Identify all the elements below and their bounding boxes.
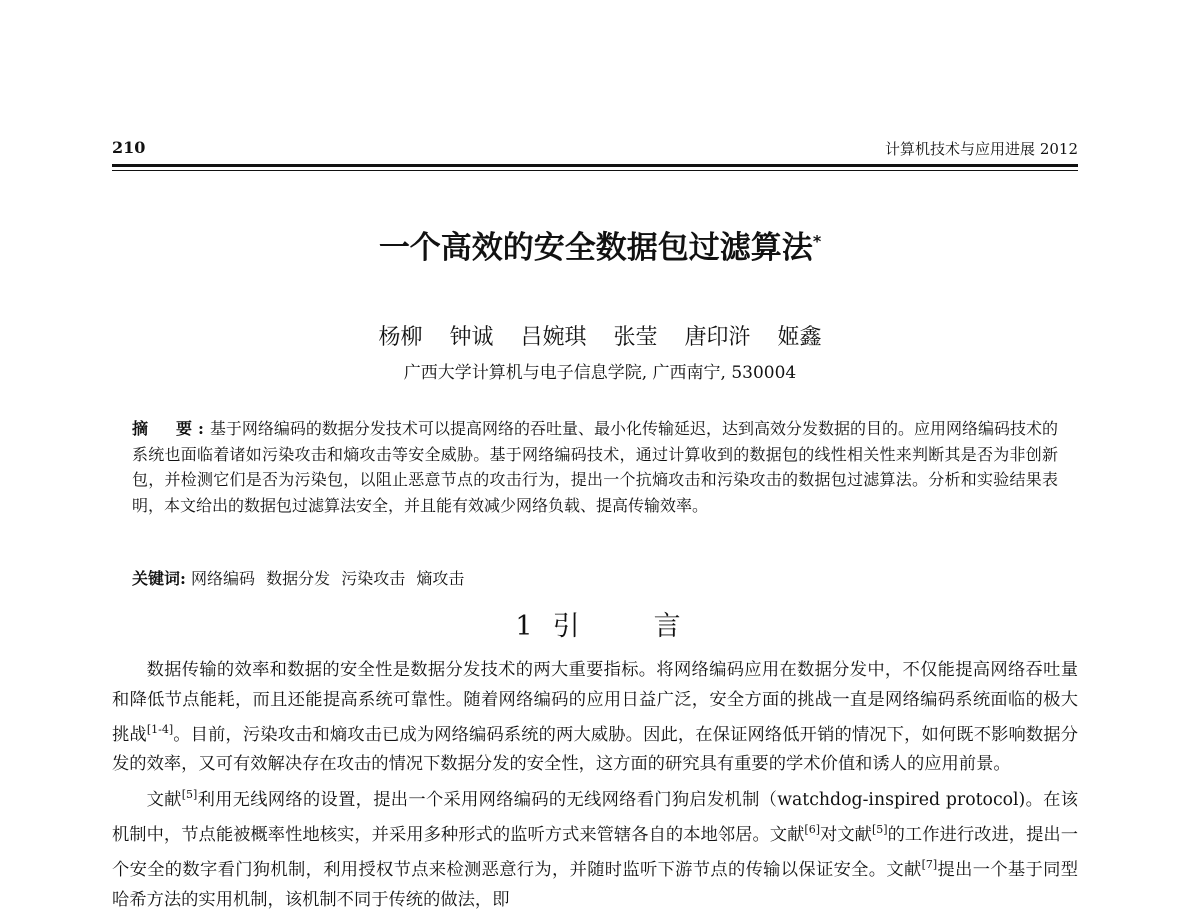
section-number: 1 <box>515 611 537 642</box>
text-run: 提出一个基于同型哈希方法的实用机制，该机制不同于传统的做法，即 <box>112 860 1078 910</box>
citation: [7] <box>921 858 938 872</box>
abstract-text: 基于网络编码的数据分发技术可以提高网络的吞吐量、最小化传输延迟，达到高效分发数据的目的。应用网络编码技术的系统也面临着诸如污染攻击和熵攻击等安全威胁。基于网络编码技术，通过计算收到的数据包的线性相关性来判断其是否为非创新包，并检测它们是否为污染包，以阻止恶意节点的攻击行为，提出一个抗熵攻击和污染攻击的数据包过滤算法。分析和实验结果表明，本文给出的数据包过滤算法安全，并且能有效减少网络负载、提高传输效率。 <box>132 419 1058 515</box>
paragraph <box>112 780 1078 915</box>
author-list <box>0 320 1200 351</box>
running-header <box>112 138 1078 160</box>
text-run: 数据传输的效率和数据的安全性是数据分发技术的两大重要指标。将网络编码应用在数据分发中，不仅能提高网络吞吐量和降低节点能耗，而且还能提高系统可靠性。随着网络编码的应用日益广泛，安全方面的挑战一直是网络编码系统面临的极大挑战 <box>112 660 1078 745</box>
text-run: 。目前，污染攻击和熵攻击已成为网络编码系统的两大威胁。因此，在保证网络低开销的情况下，如何既不影响数据分发的效率，又可有效解决存在攻击的情况下数据分发的安全性，这方面的研究具有重要的学术价值和诱人的应用前景。 <box>112 724 1078 775</box>
section-heading <box>0 604 1200 643</box>
page-number: 210 <box>112 138 146 157</box>
paragraph <box>112 656 1078 780</box>
text-run: 文献 <box>146 789 182 810</box>
author-name: 张莹 <box>613 325 658 350</box>
author-name: 唐印浒 <box>684 325 751 350</box>
header-rule-thin <box>112 170 1078 171</box>
text-run: 的工作进行改进，提出一个安全的数字看门狗机制，利用授权节点来检测恶意行为，并随时监听下游节点的传输以保证安全。文献 <box>112 824 1078 881</box>
citation: [1-4] <box>146 723 174 736</box>
text-run: 利用无线网络的设置，提出一个采用网络编码的无线网络看门狗启发机制（watchdog-inspired protocol)。在该机制中，节点能被概率性地核实，并采用多种形式的监听方式来管辖各自的本地邻居。文献 <box>112 789 1078 845</box>
keywords <box>132 566 1058 589</box>
keyword: 数据分发 <box>266 569 331 588</box>
header-rule-thick <box>112 164 1078 167</box>
section-title-part: 引 <box>552 611 584 642</box>
keyword: 污染攻击 <box>341 569 406 588</box>
paper-title-text: 一个高效的安全数据包过滤算法 <box>378 230 813 266</box>
keywords-label: 关键词: <box>132 569 186 588</box>
author-name: 姬鑫 <box>777 325 822 350</box>
affiliation: 广西大学计算机与电子信息学院, 广西南宁, 530004 <box>403 363 797 383</box>
citation: [5] <box>181 787 198 801</box>
paper-title <box>0 222 1200 267</box>
citation: [5] <box>871 823 888 837</box>
author-name: 杨柳 <box>378 325 423 350</box>
keyword: 网络编码 <box>191 569 256 588</box>
author-name: 吕婉琪 <box>520 325 587 350</box>
keyword: 熵攻击 <box>416 569 465 588</box>
abstract <box>132 416 1058 518</box>
author-name: 钟诚 <box>449 325 494 350</box>
citation: [6] <box>804 823 820 837</box>
abstract-label: 摘 要: <box>132 419 210 438</box>
title-footnote-marker: * <box>812 231 822 251</box>
text-run: 对文献 <box>820 824 872 845</box>
section-title-part: 言 <box>653 611 685 642</box>
journal-title: 计算机技术与应用进展 2012 <box>885 140 1078 158</box>
body-text <box>112 656 1078 915</box>
